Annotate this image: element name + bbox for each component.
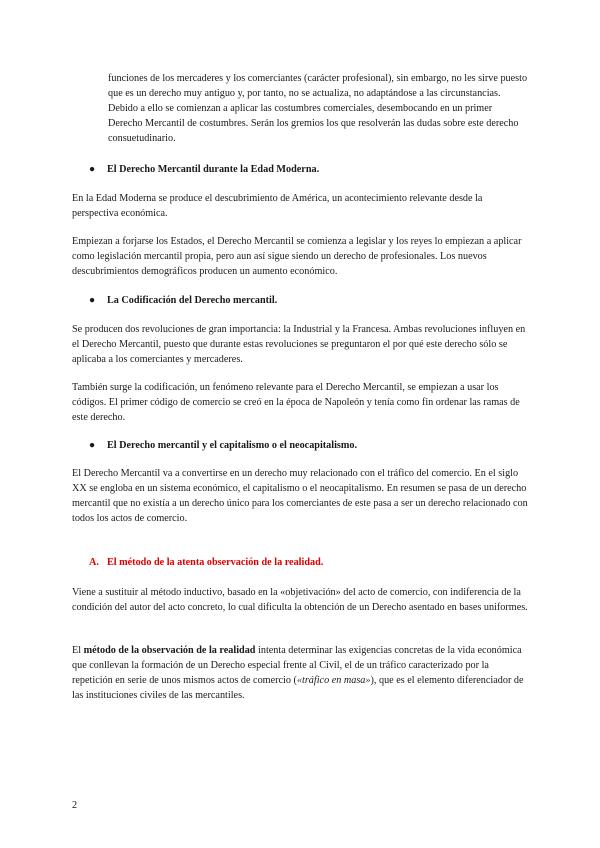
paragraph: También surge la codificación, un fenómeno relevante para el Derecho Mercantil, se empiezan a usar los códigos. El primer código de comercio se creó en la época de Napoleón y tenía como fin ordenar las ramas de este derecho.	[72, 382, 520, 423]
section-letter: A.	[89, 557, 99, 568]
italic-term: «tráfico en masa»	[296, 675, 371, 686]
paragraph: Se producen dos revoluciones de gran importancia: la Industrial y la Francesa. Ambas revoluciones influyen en el Derecho Mercantil, puesto que durante estas revoluciones se preguntaron el por qué este derecho sólo se aplicaba a los comerciantes y mercaderes.	[72, 324, 526, 365]
section-title: El método de la atenta observación de la realidad.	[107, 557, 324, 568]
text-run: ), que es el elemento diferenciador de las instituciones civiles de las mercantiles.	[72, 675, 524, 701]
section-title: El Derecho Mercantil durante la Edad Moderna.	[107, 164, 320, 175]
paragraph-metodo-observacion	[72, 643, 528, 703]
intro-paragraph: funciones de los mercaderes y los comerciantes (carácter profesional), sin embargo, no les sirve puesto que es un derecho muy antiguo y, por tanto, no se actualiza, no adaptándose a las circunstancias. Debido a ello se comienzan a aplicar las costumbres comerciales, desembocando en un primer Derecho Mercantil de costumbres. Serán los gremios los que resolverán las dudas sobre este derecho consuetudinario.	[108, 73, 528, 144]
paragraph: Empiezan a forjarse los Estados, el Derecho Mercantil se comienza a legislar y los reyes lo empiezan a aplicar como legislación mercantil propia, pero aun así sigue siendo un derecho de profesionales. Los nuevos descubrimientos demográficos producen un aumento económico.	[72, 236, 522, 277]
bold-term: método de la observación de la realidad	[83, 645, 256, 656]
page-number: 2	[72, 800, 78, 811]
text-run: El	[72, 645, 84, 656]
bullet-icon: ●	[89, 164, 96, 175]
paragraph: Viene a sustituir al método inductivo, basado en la «objetivación» del acto de comercio, con indiferencia de la condición del autor del acto concreto, lo cual dificulta la obtención de un Derecho asentado en bases uniformes.	[72, 587, 528, 613]
section-title: El Derecho mercantil y el capitalismo o el neocapitalismo.	[107, 440, 358, 451]
bullet-icon: ●	[89, 440, 96, 451]
paragraph: El Derecho Mercantil va a convertirse en un derecho muy relacionado con el tráfico del comercio. En el siglo XX se engloba en un sistema económico, el capitalismo o el neocapitalismo. En resumen se pasa de un derecho mercantil que no existía a un derecho único para los comerciantes de este pasa a ser un derecho relacionado con todos los actos de comercio.	[72, 468, 528, 524]
section-title: La Codificación del Derecho mercantil.	[107, 295, 278, 306]
bullet-icon: ●	[89, 295, 96, 306]
paragraph: En la Edad Moderna se produce el descubrimiento de América, un acontecimiento relevante desde la perspectiva económica.	[72, 193, 483, 219]
text-run: intenta determinar las exigencias concretas de la vida económica que conllevan la formación de un Derecho especial frente al Civil, el de un tráfico caracterizado por la repetición en serie de unos mismos actos de comercio (	[72, 645, 522, 686]
